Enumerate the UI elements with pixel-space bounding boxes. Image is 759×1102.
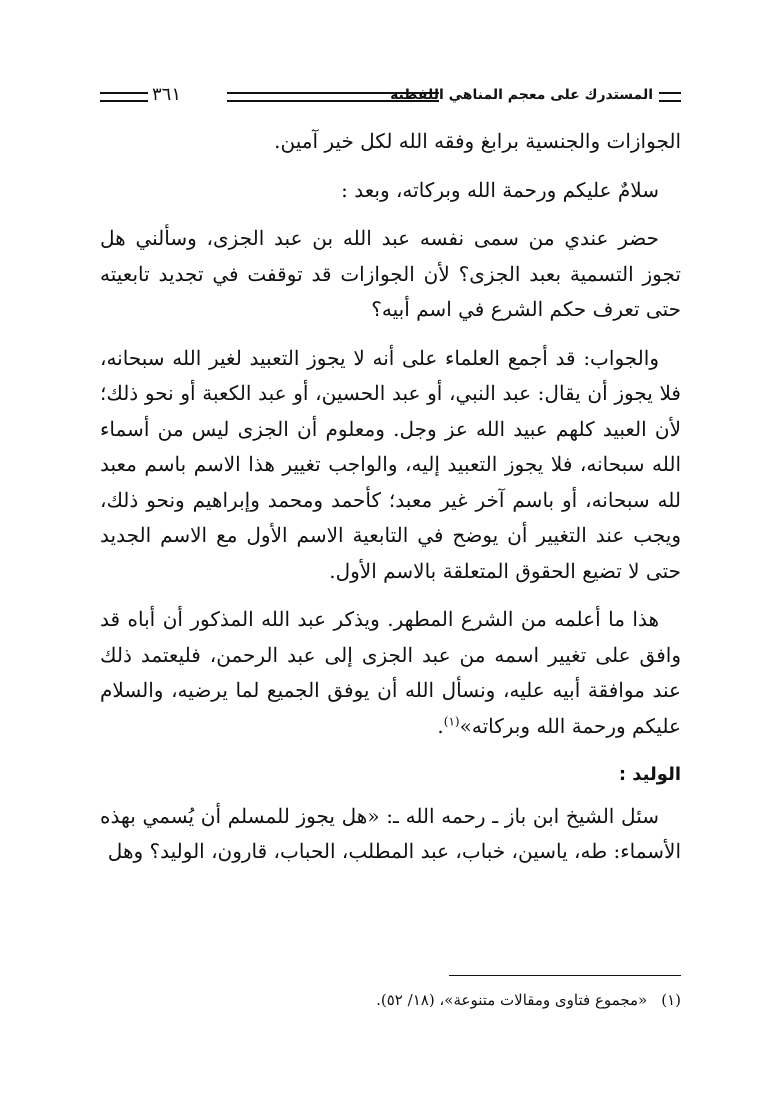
header-rule-middle [227, 92, 439, 102]
running-header [100, 84, 681, 108]
footnote-separator [449, 975, 681, 976]
paragraph-conclusion-end: . [437, 713, 444, 738]
header-rule-right [659, 92, 681, 102]
paragraph-answer: والجواب: قد أجمع العلماء على أنه لا يجوز التعبيد لغير الله سبحانه، فلا يجوز أن يقال: عبد النبي، أو عبد الحسين، أو عبد الكعبة أو نحو ذلك؛ لأن العبيد كلهم عبيد الله عز وجل. ومعلوم أن الجزى ليس من أسماء الله سبحانه، فلا يجوز التعبيد إليه، والواجب تغيير هذا الاسم باسم معبد لله سبحانه، أو باسم آخر غير معبد؛ كأحمد ومحمد وإبراهيم ونحو ذلك، ويجب عند التغيير أن يوضح في التابعية الاسم الأول مع الاسم الجديد حتى لا تضيع الحقوق المتعلقة بالاسم الأول. [100, 345, 681, 583]
footnote-reference[interactable]: (١) [443, 713, 460, 728]
footnote-text: «مجموع فتاوى ومقالات متنوعة»، (١٨/ ٥٢). [376, 991, 648, 1009]
paragraph-question: حضر عندي من سمى نفسه عبد الله بن عبد الجزى، وسألني هل تجوز التسمية بعبد الجزى؟ لأن الجوازات قد توقفت في تجديد تابعيته حتى تعرف حكم الشرع في اسم أبيه؟ [100, 226, 681, 321]
page-number: ٣٦١ [152, 84, 182, 105]
running-title: المستدرك على معجم المناهي اللفظية [390, 87, 653, 103]
footnote-number: (١) [661, 991, 681, 1009]
paragraph-conclusion-text: هذا ما أعلمه من الشرع المطهر. ويذكر عبد الله المذكور أن أباه قد وافق على تغيير اسمه من عبد الجزى إلى عبد الرحمن، فليعتمد ذلك عند موافقة أبيه عليه، ونسأل الله أن يوفق الجميع لما يرضيه، والسلام عليكم ورحمة الله وبركاته» [100, 607, 681, 738]
paragraph-greeting: سلامٌ عليكم ورحمة الله وبركاته، وبعد : [341, 177, 659, 202]
body-text [100, 124, 681, 883]
footnote [100, 988, 681, 1012]
paragraph-ibn-baz-question: سئل الشيخ ابن باز ـ رحمه الله ـ: «هل يجوز للمسلم أن يُسمي بهذه الأسماء: طه، ياسين، خباب، عبد المطلب، الحباب، قارون، الوليد؟ وهل [100, 803, 681, 863]
paragraph-conclusion [100, 602, 681, 744]
section-heading: الوليد : [618, 764, 681, 785]
paragraph-1: الجوازات والجنسية برابغ وفقه الله لكل خير آمين. [274, 129, 681, 153]
header-rule-left [100, 92, 148, 102]
